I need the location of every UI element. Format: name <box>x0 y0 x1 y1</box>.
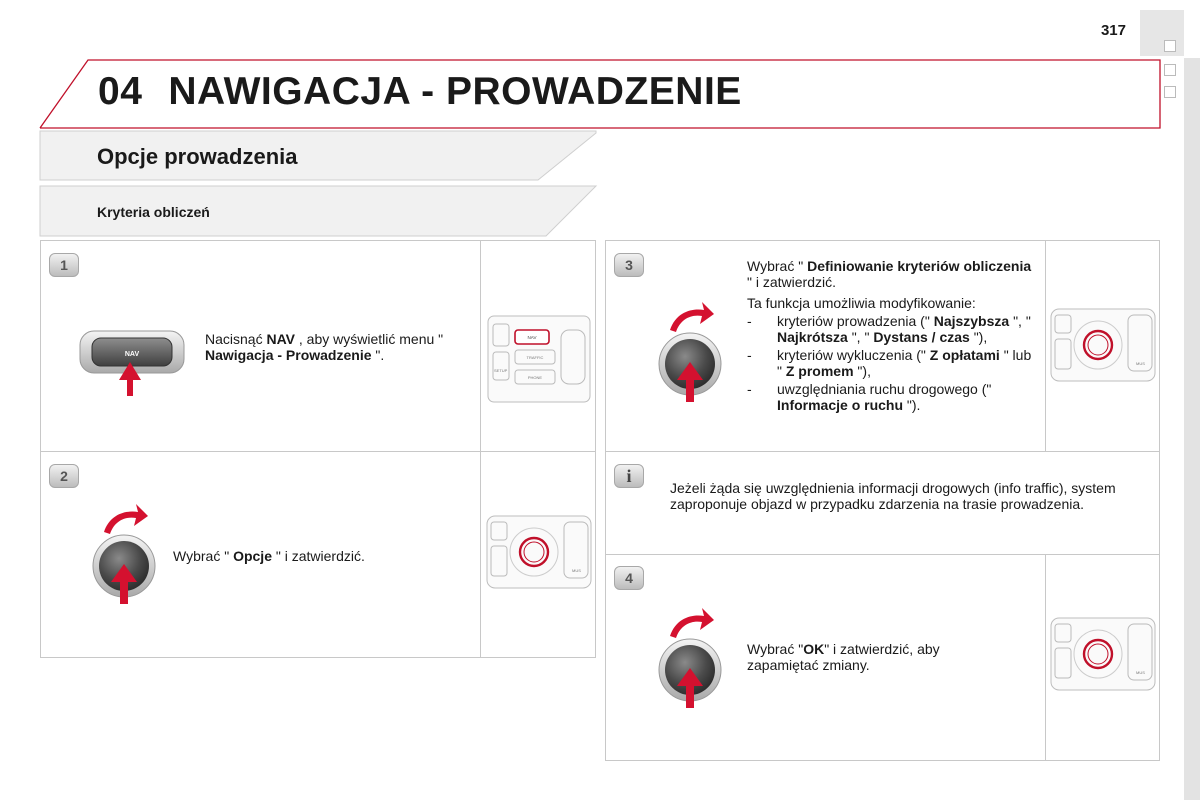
step-badge: 3 <box>614 253 644 277</box>
turn-arrow-icon <box>670 302 714 332</box>
console-knob-icon <box>1050 614 1156 692</box>
text-bold: Dystans / czas <box>873 329 970 345</box>
knob-turn-illustration <box>654 298 730 406</box>
console-frame <box>1051 309 1155 381</box>
text-bold: Z opłatami <box>929 347 1000 363</box>
console-label-mus: MUS <box>572 568 581 573</box>
step-3-intro: Ta funkcja umożliwia modyfikowanie: <box>747 295 976 311</box>
text-bold: Najkrótsza <box>777 329 848 345</box>
text-run: " i zatwierdzić. <box>747 274 836 290</box>
chapter-title: NAWIGACJA - PROWADZENIE <box>168 70 742 113</box>
list-item <box>747 347 1032 379</box>
step-2-text <box>173 548 473 564</box>
section-title: Opcje prowadzenia <box>97 144 298 169</box>
console-knob-icon <box>486 512 592 590</box>
step-badge: 4 <box>614 566 644 590</box>
knob-turn-illustration <box>88 500 164 608</box>
console-nav-icon <box>487 310 591 406</box>
text-bold: Z promem <box>785 363 854 379</box>
turn-arrow-icon <box>104 504 148 534</box>
text-run: kryteriów wykluczenia (" <box>777 347 930 363</box>
text-run: Wybrać " <box>747 258 808 274</box>
text-run: "). <box>903 397 921 413</box>
text-run: " i zatwierdzić, aby zapamiętać zmiany. <box>747 641 940 673</box>
text-run: uwzględniania ruchu drogowego (" <box>777 381 992 397</box>
info-icon: i <box>614 464 644 488</box>
text-run: ". <box>371 347 385 363</box>
step-badge: 2 <box>49 464 79 488</box>
chapter-heading <box>98 70 742 114</box>
console-label-nav: NAV <box>527 335 537 340</box>
chapter-number: 04 <box>98 70 143 113</box>
panel-divider <box>1045 554 1046 761</box>
turn-arrow-icon <box>670 608 714 638</box>
nav-button-label: NAV <box>124 351 140 358</box>
console-label-mus: MUS <box>1136 361 1145 366</box>
step-badge: 1 <box>49 253 79 277</box>
text-bold: Najszybsza <box>933 313 1010 329</box>
text-bold: OK <box>803 641 825 657</box>
step-1-text <box>205 331 473 363</box>
criteria-list <box>747 313 1032 413</box>
step-3-text <box>747 258 1032 413</box>
list-item <box>747 313 1032 345</box>
text-run: ", " <box>847 329 874 345</box>
text-run: , aby wyświetlić menu " <box>295 331 444 347</box>
text-bold: NAV <box>266 331 295 347</box>
text-run: "), <box>853 363 871 379</box>
console-frame <box>487 516 591 588</box>
info-text: Jeżeli żąda się uwzględnienia informacji drogowych (info traffic), system zaproponuje objazd w przypadku zdarzenia na trasie prowadzenia. <box>670 480 1116 512</box>
console-label-traffic: TRAFFIC <box>526 355 544 360</box>
console-knob-icon <box>1050 305 1156 383</box>
console-label-mus: MUS <box>1136 670 1145 675</box>
text-run: ", " <box>1009 313 1031 329</box>
knob-turn-illustration <box>654 604 730 712</box>
text-bold: Definiowanie kryteriów obliczenia <box>807 258 1032 274</box>
text-run: Wybrać " <box>173 548 234 564</box>
text-bold: Opcje <box>233 548 272 564</box>
list-item <box>747 381 1032 413</box>
page-number: 317 <box>1100 22 1126 39</box>
text-run: " lub " <box>777 347 1032 379</box>
subsection-title: Kryteria obliczeń <box>97 204 210 220</box>
panel-divider <box>1045 240 1046 452</box>
text-run: " i zatwierdzić. <box>271 548 365 564</box>
console-frame <box>1051 618 1155 690</box>
step-4-text <box>747 641 1007 673</box>
text-bold: Informacje o ruchu <box>777 397 904 413</box>
step-3-line <box>747 258 1032 290</box>
text-run: Wybrać " <box>747 641 804 657</box>
console-label-phone: PHONE <box>527 375 543 380</box>
text-run: kryteriów prowadzenia (" <box>777 313 934 329</box>
text-bold: Nawigacja - Prowadzenie <box>205 347 372 363</box>
nav-button-illustration <box>78 328 190 398</box>
text-run: "), <box>969 329 988 345</box>
text-run: Nacisnąć <box>205 331 267 347</box>
console-label-setup: SETUP <box>494 368 508 373</box>
